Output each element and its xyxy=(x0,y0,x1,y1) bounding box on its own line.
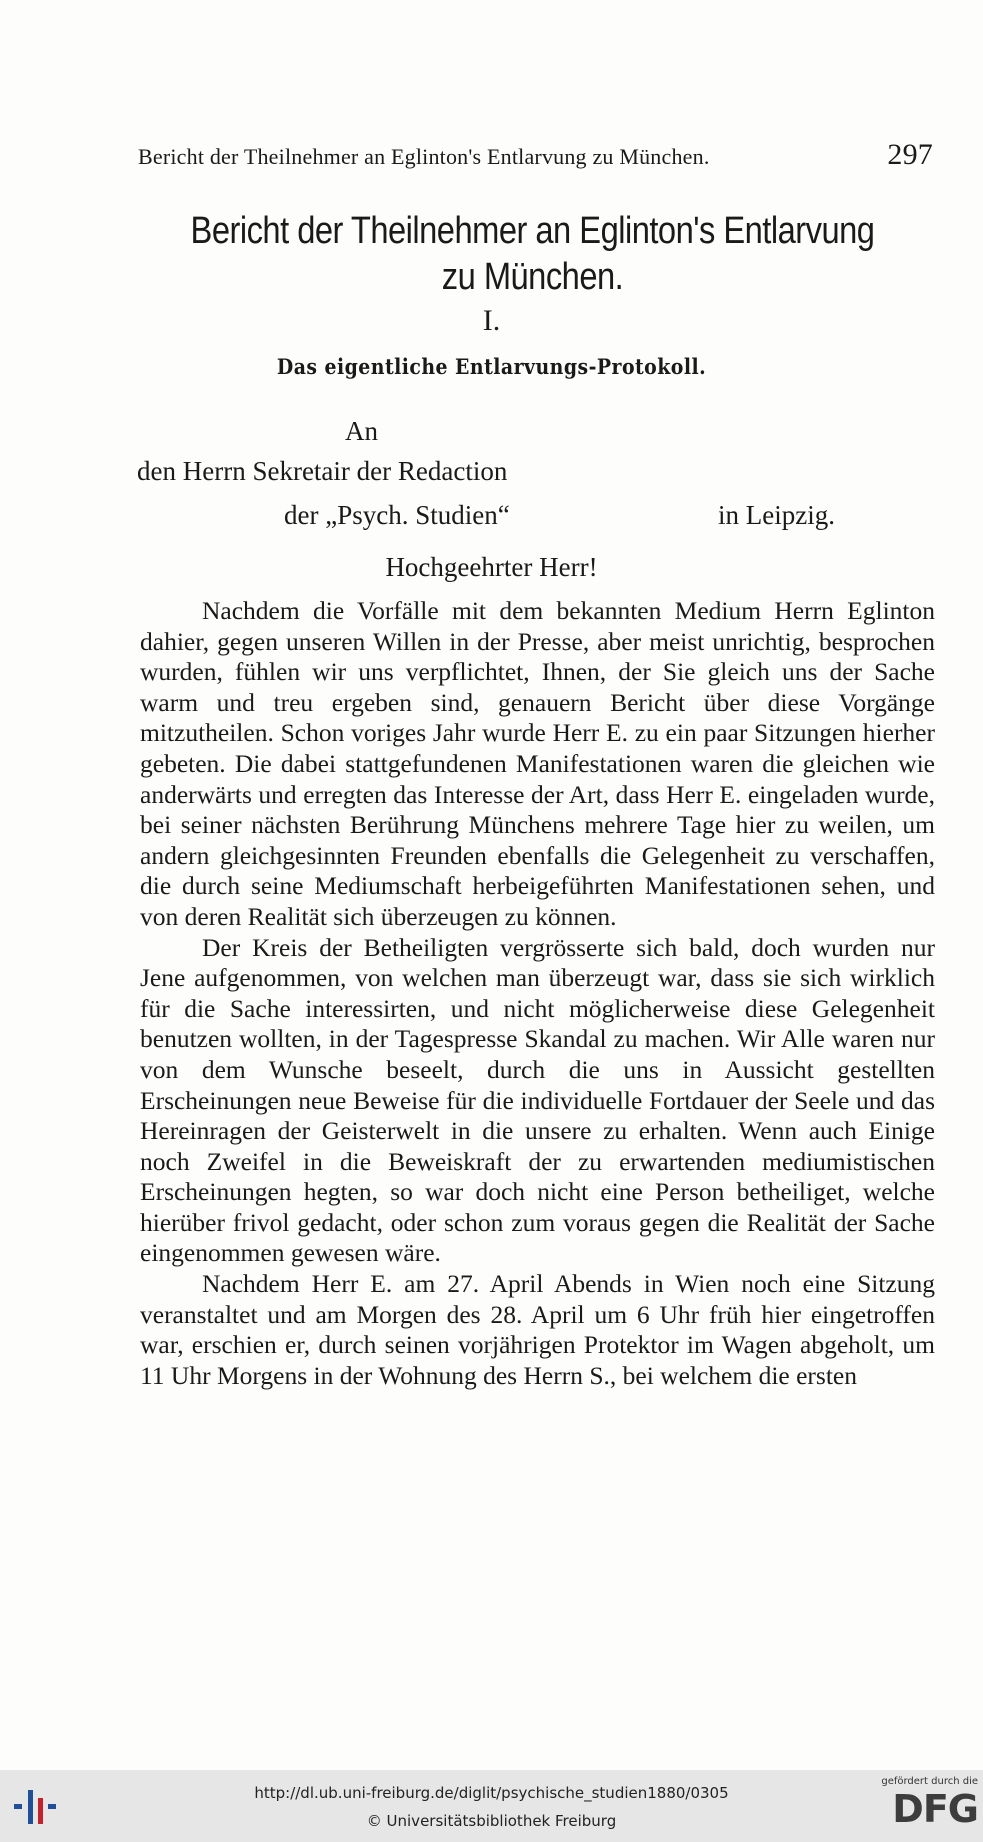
source-url-link[interactable]: http://dl.ub.uni-freiburg.de/diglit/psychische_studien1880/0305 xyxy=(254,1784,729,1802)
copyright-notice: © Universitätsbibliothek Freiburg xyxy=(366,1812,617,1830)
paragraph-3: Nachdem Herr E. am 27. April Abends in Wien noch eine Sitzung veranstaltet und am Morgen des 28. April um 6 Uhr früh hier eingetroffen war, erschien er, durch seinen vorjährigen Protektor im Wagen abgeholt, um 11 Uhr Morgens in der Wohnung des Herrn S., bei welchem die ersten xyxy=(140,1269,935,1390)
address-line-4: in Leipzig. xyxy=(718,500,835,530)
section-numeral: I. xyxy=(482,304,501,337)
paragraph-2: Der Kreis der Betheiligten vergrösserte sich bald, doch wurden nur Jene aufgenommen, von welchen man überzeugt war, dass sie sich wirklich für die Sache interessirten, und nicht möglicherweise diese Gelegenheit benutzen wollten, in der Tagespresse Skandal zu machen. Wir Alle waren nur von dem Wunsche beseelt, durch die uns in Aussicht gestellten Erscheinungen neue Beweise für die individuelle Fortdauer der Seele und das Hereinragen der Geisterwelt in die unsere zu erhalten. Wenn auch Einige noch Zweifel in die Beweiskraft der zu erwartenden mediumistischen Erscheinungen hegten, so war doch nicht eine Person betheiliget, welche hierüber frivol gedacht, oder schon zum voraus gegen die Realität der Sache eingenommen gewesen wäre. xyxy=(140,932,935,1268)
dfg-logo xyxy=(862,1776,978,1838)
paragraph-1: Nachdem die Vorfälle mit dem bekannten Medium Herrn Eglinton dahier, gegen unseren Willen in der Presse, aber meist unrichtig, besprochen wurden, fühlen wir uns verpflichtet, Ihnen, der Sie gleich uns der Sache warm und treu ergeben sind, genauern Bericht über diese Vorgänge mitzutheilen. Schon voriges Jahr wurde Herr E. zu ein paar Sitzungen hierher gebeten. Die dabei stattgefundenen Manifestationen waren die gleichen wie anderwärts und erregten das Interesse der Art, dass Herr E. eingeladen wurde, bei seiner nächsten Berührung Münchens mehrere Tage hier zu weilen, um andern gleichgesinnten Freunden ebenfalls die Gelegenheit zu verschaffen, die durch seine Mediumschaft herbeigeführten Manifestationen sehen, und von deren Realität sich überzeugen zu können. xyxy=(140,596,935,931)
article-title: Bericht der Theilnehmer an Eglinton's Entlarvung zu München. xyxy=(190,210,875,298)
body-text xyxy=(140,596,935,1391)
address-line-1: An xyxy=(345,416,378,446)
page-number: 297 xyxy=(887,138,933,171)
running-header xyxy=(138,138,933,172)
address-line-2: den Herrn Sekretair der Redaction xyxy=(137,456,508,486)
funder-note: gefördert durch die xyxy=(881,1776,978,1787)
funder-logo-text: DFG xyxy=(892,1787,978,1831)
running-header-title: Bericht der Theilnehmer an Eglinton's Entlarvung zu München. xyxy=(138,144,710,169)
salutation: Hochgeehrter Herr! xyxy=(385,552,598,582)
section-subtitle: Das eigentliche Entlarvungs-Protokoll. xyxy=(276,354,707,379)
address-line-3: der „Psych. Studien“ xyxy=(284,500,510,530)
viewer-footer xyxy=(0,1770,983,1842)
